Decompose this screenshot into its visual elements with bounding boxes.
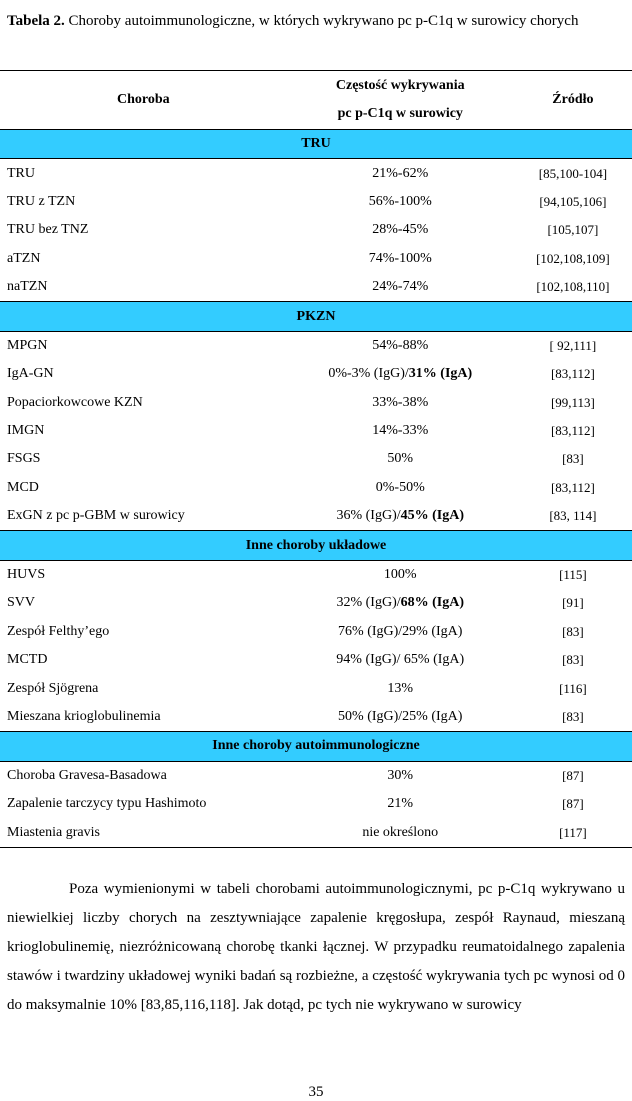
cell-source: [83]	[562, 623, 584, 639]
cell-disease: TRU bez TNZ	[7, 222, 89, 238]
table-caption	[7, 7, 625, 36]
table-row	[0, 674, 632, 702]
frequency-value: 24%-74%	[372, 279, 429, 295]
cell-source: [115]	[559, 567, 587, 583]
cell-source: [87]	[562, 767, 584, 783]
section-header-row	[0, 130, 632, 159]
cell-frequency	[287, 674, 514, 702]
cell-frequency	[287, 445, 514, 473]
cell-frequency	[287, 703, 514, 732]
cell-frequency	[287, 790, 514, 818]
cell-disease: FSGS	[7, 451, 41, 467]
page-number: 35	[308, 1084, 324, 1100]
cell-disease: MCD	[7, 479, 39, 495]
table-row	[0, 360, 632, 388]
frequency-value: 54%-88%	[372, 337, 429, 353]
table-row	[0, 273, 632, 302]
cell-disease: TRU	[7, 165, 35, 181]
table-caption-text: Choroby autoimmunologiczne, w których wykrywano pc p-C1q w surowicy chorych	[68, 13, 579, 29]
table-body	[0, 130, 632, 848]
frequency-value-bold: 68% (IgA)	[400, 595, 465, 611]
cell-disease: ExGN z pc p-GBM w surowicy	[7, 508, 185, 524]
table-row	[0, 790, 632, 818]
cell-frequency	[287, 188, 514, 216]
frequency-value: 0%-50%	[375, 479, 425, 495]
cell-frequency	[287, 159, 514, 188]
cell-source: [91]	[562, 595, 584, 611]
table-row	[0, 818, 632, 847]
frequency-value: 0%-3% (IgG)/	[328, 366, 409, 382]
cell-source: [83]	[562, 709, 584, 724]
frequency-value: 13%	[387, 680, 414, 696]
cell-source: [102,108,110]	[536, 279, 610, 295]
frequency-value: 21%-62%	[372, 165, 429, 181]
cell-frequency	[287, 589, 514, 617]
table-row	[0, 389, 632, 417]
frequency-value: 36% (IgG)/	[336, 508, 401, 524]
cell-source: [85,100-104]	[538, 165, 608, 181]
cell-source: [94,105,106]	[539, 193, 607, 209]
section-title: TRU	[0, 130, 632, 159]
cell-disease: TRU z TZN	[7, 193, 76, 209]
table-row	[0, 502, 632, 531]
cell-source: [116]	[559, 680, 587, 696]
frequency-value: 50%	[387, 451, 414, 467]
table-row	[0, 331, 632, 360]
cell-disease: MCTD	[7, 652, 48, 668]
cell-disease: SVV	[7, 595, 36, 611]
cell-disease: HUVS	[7, 567, 46, 583]
header-source: Źródło	[514, 71, 632, 130]
cell-frequency	[287, 331, 514, 360]
body-paragraph: Poza wymienionymi w tabeli chorobami autoimmunologicznymi, pc p-C1q wykrywano u niewielkiej liczby chorych na zesztywniające zapalenie kręgosłupa, zespół Raynaud, mieszaną krioglobulinemię, niezróżnicowaną chorobę tkanki łącznej. W przypadku reumatoidalnego zapalenia stawów i twardziny układowej wyniki badań są rozbieżne, a częstość wykrywania tych pc wynosi od 0 do maksymalnie 10% [83,85,116,118]. Jak dotąd, pc tych nie wykrywano w surowicy	[7, 881, 625, 1013]
cell-source: [87]	[562, 796, 584, 812]
cell-frequency	[287, 646, 514, 674]
cell-source: [117]	[514, 818, 632, 847]
frequency-value: 32% (IgG)/	[336, 595, 401, 611]
cell-frequency	[287, 502, 514, 531]
cell-source: [83,112]	[550, 366, 595, 382]
cell-source: [83]	[562, 652, 584, 668]
cell-frequency	[287, 560, 514, 589]
cell-disease: Popaciorkowcowe KZN	[7, 394, 143, 410]
table-row	[0, 245, 632, 273]
table-row	[0, 618, 632, 646]
frequency-value: 33%-38%	[372, 394, 429, 410]
cell-source: [83,112]	[550, 479, 595, 495]
section-title: Inne choroby autoimmunologiczne	[0, 732, 632, 761]
table-row	[0, 589, 632, 617]
cell-frequency	[287, 618, 514, 646]
cell-disease: Miastenia gravis	[0, 818, 287, 847]
header-frequency-line1: Częstość wykrywania	[335, 78, 465, 93]
table-row	[0, 216, 632, 244]
table-row	[0, 703, 632, 732]
table-header-row	[0, 71, 632, 130]
frequency-value: nie określono	[362, 824, 439, 840]
table-row	[0, 560, 632, 589]
section-title: PKZN	[0, 302, 632, 331]
cell-frequency	[287, 216, 514, 244]
cell-frequency	[287, 245, 514, 273]
cell-disease: Zespół Felthy’ego	[7, 623, 110, 639]
cell-frequency	[287, 818, 514, 847]
cell-disease: MPGN	[7, 337, 48, 353]
frequency-value: 76% (IgG)/29% (IgA)	[338, 623, 463, 639]
cell-frequency	[287, 474, 514, 502]
frequency-value: 30%	[387, 767, 414, 783]
cell-frequency	[287, 389, 514, 417]
frequency-value: 74%-100%	[368, 250, 432, 266]
frequency-value-bold: 31% (IgA)	[408, 366, 473, 382]
header-disease: Choroba	[0, 71, 287, 130]
cell-disease: Zapalenie tarczycy typu Hashimoto	[7, 796, 207, 812]
table-row	[0, 445, 632, 473]
cell-source: [102,108,109]	[536, 250, 610, 266]
frequency-value: 56%-100%	[368, 193, 432, 209]
section-title: Inne choroby układowe	[0, 531, 632, 560]
section-header-row	[0, 732, 632, 761]
cell-source: [83,112]	[550, 423, 595, 439]
header-frequency	[287, 71, 514, 130]
disease-table	[0, 70, 632, 848]
section-header-row	[0, 302, 632, 331]
cell-frequency	[287, 360, 514, 388]
frequency-value: 50% (IgG)/25% (IgA)	[338, 709, 463, 724]
frequency-value: 94% (IgG)/ 65% (IgA)	[336, 652, 465, 668]
cell-disease: Choroba Gravesa-Basadowa	[7, 767, 167, 783]
table-row	[0, 474, 632, 502]
cell-source: [105,107]	[547, 222, 599, 238]
cell-disease: Zespół Sjögrena	[7, 680, 99, 696]
cell-source: [99,113]	[550, 394, 595, 410]
frequency-value-bold: 45% (IgA)	[400, 508, 465, 524]
table-row	[0, 761, 632, 790]
cell-disease: IMGN	[7, 423, 45, 439]
cell-frequency	[287, 761, 514, 790]
frequency-value: 21%	[387, 796, 414, 812]
frequency-value: 28%-45%	[372, 222, 429, 238]
table-caption-label: Tabela 2.	[7, 13, 65, 29]
cell-frequency	[287, 417, 514, 445]
cell-disease: naTZN	[7, 279, 48, 295]
cell-disease: Mieszana krioglobulinemia	[7, 709, 161, 724]
table-row	[0, 188, 632, 216]
cell-source: [83]	[562, 451, 584, 467]
cell-source: [83, 114]	[549, 508, 597, 524]
frequency-value: 14%-33%	[372, 423, 429, 439]
table-row	[0, 417, 632, 445]
cell-disease: aTZN	[7, 250, 41, 266]
header-frequency-line2: pc p-C1q w surowicy	[337, 106, 463, 121]
table-row	[0, 646, 632, 674]
cell-source: [ 92,111]	[549, 337, 597, 353]
frequency-value: 100%	[383, 567, 417, 583]
cell-disease: IgA-GN	[7, 366, 54, 382]
section-header-row	[0, 531, 632, 560]
table-row	[0, 159, 632, 188]
cell-frequency	[287, 273, 514, 302]
